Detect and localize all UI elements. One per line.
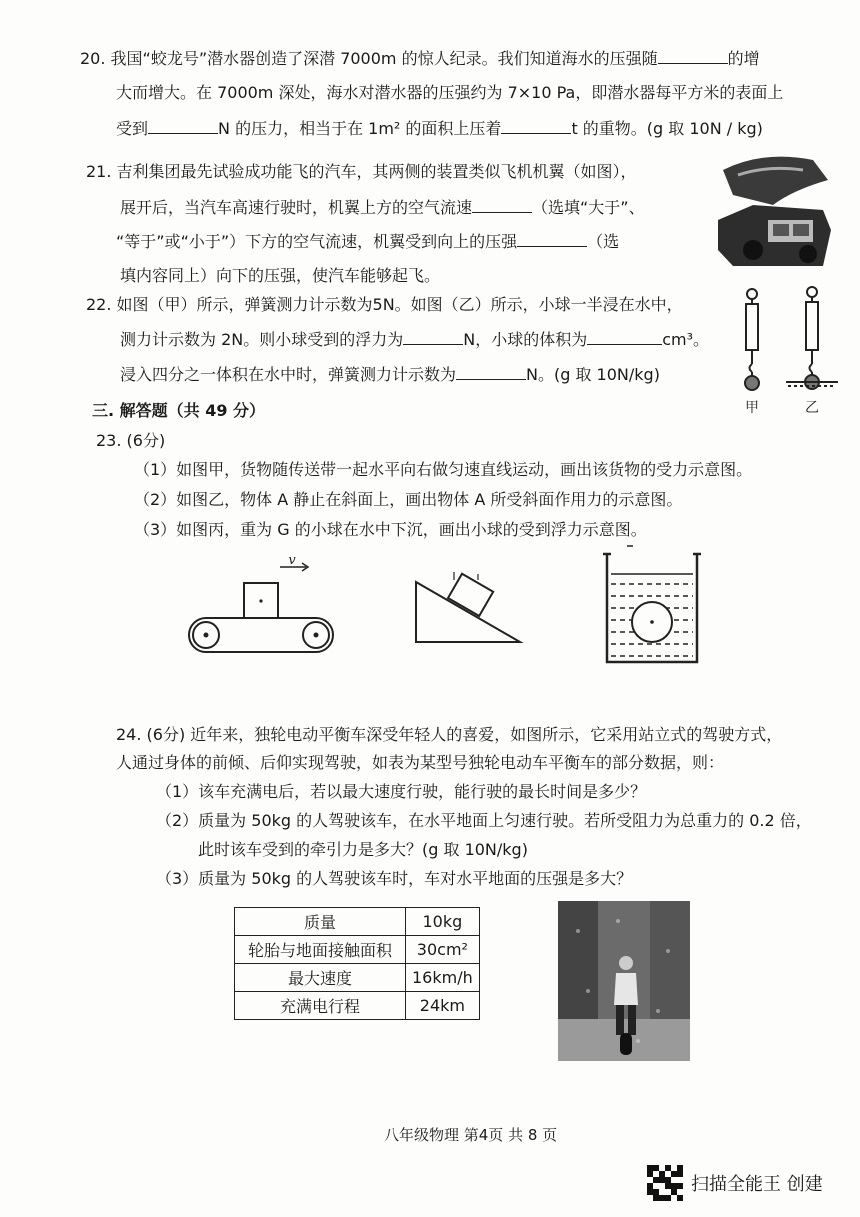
q20-text: N 的压力，相当于在 1m² 的面积上压着 xyxy=(218,119,502,138)
table-value: 30cm² xyxy=(406,936,480,964)
table-key: 轮胎与地面接触面积 xyxy=(235,936,406,964)
q23-header: 23. (6分) xyxy=(96,431,166,450)
table-key: 最大速度 xyxy=(235,964,406,992)
table-key: 充满电行程 xyxy=(235,992,406,1020)
q21-line1: 21. 吉利集团最先试验成功能飞的汽车，其两侧的装置类似飞机机翼（如图）， xyxy=(86,162,637,181)
q22-text: 测力计示数为 2N。则小球受到的浮力为 xyxy=(120,330,404,349)
q23-part2: （2）如图乙，物体 A 静止在斜面上，画出物体 A 所受斜面作用力的示意图。 xyxy=(134,490,683,509)
vehicle-data-table xyxy=(234,907,480,1020)
table-value: 24km xyxy=(406,992,480,1020)
conveyor-belt-figure xyxy=(180,555,350,665)
q21-text: （选填“大于”、 xyxy=(532,198,645,217)
table-row xyxy=(235,908,480,936)
q24-part2b: 此时该车受到的牵引力是多大？(g 取 10N/kg) xyxy=(198,840,528,859)
q24-part2a: （2）质量为 50kg 的人驾驶该车，在水平地面上匀速行驶。若所受阻力为总重力的 0.2 倍， xyxy=(156,811,812,830)
answer-blank[interactable] xyxy=(517,230,587,247)
q22-text: N，小球的体积为 xyxy=(463,330,588,349)
table-row xyxy=(235,936,480,964)
label-jia: 甲 xyxy=(745,400,759,416)
answer-blank[interactable] xyxy=(403,328,463,345)
q21-line3 xyxy=(116,230,619,253)
table-row xyxy=(235,964,480,992)
q24-part3: （3）质量为 50kg 的人驾驶该车时，车对水平地面的压强是多大？ xyxy=(156,869,633,888)
section-title: 三. 解答题（共 49 分） xyxy=(92,401,266,420)
q22-line2 xyxy=(120,328,709,351)
spring-scale-yi xyxy=(786,287,838,389)
q21-text: “等于”或“小于”）下方的空气流速，机翼受到向上的压强 xyxy=(116,232,518,251)
q24-part1: （1）该车充满电后，若以最大速度行驶，能行驶的最长时间是多少？ xyxy=(156,782,647,801)
q20-text: 20. 我国“蛟龙号”潜水器创造了深潜 7000m 的惊人纪录。我们知道海水的压强随 xyxy=(80,49,658,68)
q22-text: cm³。 xyxy=(662,330,710,349)
q22-line3 xyxy=(120,363,660,386)
table-value: 10kg xyxy=(406,908,480,936)
table-row xyxy=(235,992,480,1020)
block-a xyxy=(448,574,493,616)
answer-blank[interactable] xyxy=(501,117,571,134)
page-footer: 八年级物理 第4页 共 8 页 xyxy=(384,1126,558,1144)
q23-part3: （3）如图丙，重为 G 的小球在水中下沉，画出小球的受到浮力示意图。 xyxy=(134,520,647,539)
scanner-watermark xyxy=(647,1165,823,1201)
answer-blank[interactable] xyxy=(587,328,662,345)
answer-blank[interactable] xyxy=(658,47,728,64)
q24-line2: 人通过身体的前倾、后仰实现驾驶，如表为某型号独轮电动车平衡车的部分数据，则： xyxy=(116,753,725,772)
q22-line1: 22. 如图（甲）所示，弹簧测力计示数为5N。如图（乙）所示，小球一半浸在水中， xyxy=(86,295,683,314)
table-value: 16km/h xyxy=(406,964,480,992)
answer-blank[interactable] xyxy=(148,117,218,134)
q21-line2 xyxy=(120,196,645,219)
q22-text: N。(g 取 10N/kg) xyxy=(526,365,660,384)
q20-text: 的增 xyxy=(727,49,760,68)
qr-code-icon xyxy=(647,1165,683,1201)
label-yi: 乙 xyxy=(805,400,819,416)
q21-text: （选 xyxy=(587,232,620,251)
velocity-label: v xyxy=(288,553,296,568)
q20-text: t 的重物。(g 取 10N / kg) xyxy=(571,119,763,138)
q21-text: 展开后，当汽车高速行驶时，机翼上方的空气流速 xyxy=(120,198,473,217)
unicycle-photo xyxy=(558,901,690,1061)
q20-text: 受到 xyxy=(116,119,149,138)
beaker-figure xyxy=(597,540,707,670)
table-key: 质量 xyxy=(235,908,406,936)
incline-figure xyxy=(410,560,530,650)
q21-line4: 填内容同上）向下的压强，使汽车能够起飞。 xyxy=(120,266,441,285)
q20-line1 xyxy=(80,47,760,70)
flying-car-image xyxy=(713,150,831,266)
q20-line2: 大而增大。在 7000m 深处，海水对潜水器的压强约为 7×10 Pa，即潜水器每平方米的表面上 xyxy=(116,83,784,102)
q22-text: 浸入四分之一体积在水中时，弹簧测力计示数为 xyxy=(120,365,457,384)
q24-line1: 24. (6分) 近年来，独轮电动平衡车深受年轻人的喜爱，如图所示，它采用站立式的驾驶方式， xyxy=(116,725,783,744)
answer-blank[interactable] xyxy=(472,196,532,213)
watermark-text: 扫描全能王 创建 xyxy=(691,1174,823,1195)
q23-part1: （1）如图甲，货物随传送带一起水平向右做匀速直线运动，画出该货物的受力示意图。 xyxy=(134,460,753,479)
spring-scale-figure xyxy=(732,284,842,414)
answer-blank[interactable] xyxy=(456,363,526,380)
spring-scale-jia xyxy=(745,289,759,390)
q20-line3 xyxy=(116,117,763,140)
